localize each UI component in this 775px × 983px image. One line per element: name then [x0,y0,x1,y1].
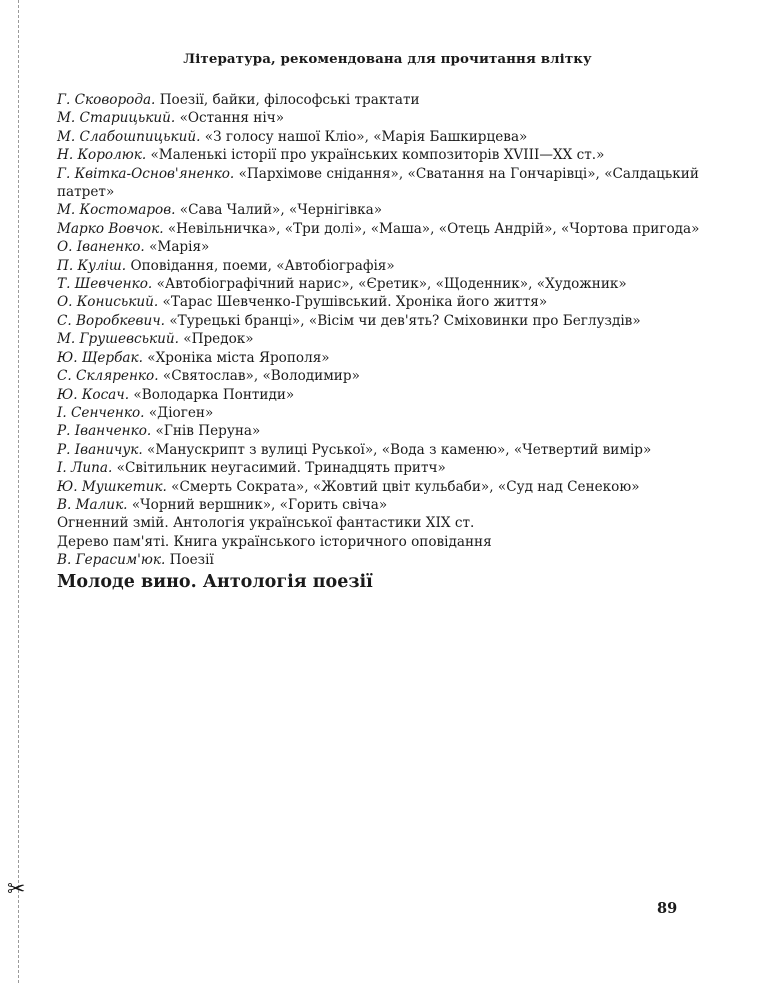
entry-works: Поезії [169,552,214,569]
entry-works: «Святослав», «Володимир» [162,368,360,385]
entry-author: М. Слабошпицький. [57,128,201,145]
list-item [57,275,717,293]
list-item [57,551,717,569]
entry-works: «Автобіографічний нарис», «Єретик», «Щоденник», «Художник» [156,276,627,293]
list-item [57,312,717,330]
list-item [57,404,717,422]
entry-works: «Невільничка», «Три долі», «Маша», «Отець Андрій», «Чортова пригода» [167,220,700,237]
entry-author: Р. Іваничук. [57,441,143,458]
entry-works: «Смерть Сократа», «Жовтий цвіт кульбаби», «Суд над Сенекою» [171,478,640,495]
list-item [57,330,717,348]
list-item [57,165,717,202]
page-number: 89 [657,900,678,917]
list-item [57,128,717,146]
entry-author: Г. Квітка-Основ'яненко. [57,165,235,182]
entry-author: І. Липа. [57,460,113,477]
page-title: Література, рекомендована для прочитання влітку [183,51,592,67]
entry-works: «Володарка Понтиди» [133,386,295,403]
entry-author: О. Кониський. [57,294,159,311]
list-item [57,459,717,477]
entry-author: І. Сенченко. [57,404,145,421]
reading-list [57,91,717,593]
entry-author: Ю. Косач. [57,386,130,403]
list-item [57,220,717,238]
entry-works: «Гнів Перуна» [155,423,261,440]
entry-works: «Світильник неугасимий. Тринадцять притч» [116,460,446,477]
list-item [57,201,717,219]
entry-author: Ю. Мушкетик. [57,478,167,495]
entry-author: Р. Іванченко. [57,423,152,440]
entry-author: С. Воробкевич. [57,312,166,329]
list-item [57,386,717,404]
entry-author: М. Грушевський. [57,331,179,348]
entry-works: Дерево пам'яті. Книга українського історичного оповідання [57,533,492,550]
entry-works: «Марія» [149,239,210,256]
entry-author: Н. Королюк. [57,147,147,164]
list-item [57,422,717,440]
entry-works: «Пархімове снідання», «Сватання на Гончарівці», «Салдацький патрет» [57,165,699,201]
list-item [57,441,717,459]
list-item [57,257,717,275]
entry-author: Т. Шевченко. [57,276,153,293]
entry-author: С. Скляренко. [57,368,159,385]
entry-works: «Турецькі бранці», «Вісім чи дев'ять? Сміховинки про Беглуздів» [169,312,641,329]
entry-author: П. Куліш. [57,257,127,274]
entry-author: В. Малик. [57,496,128,513]
entry-author: Марко Вовчок. [57,220,164,237]
entry-works: «Діоген» [148,404,214,421]
cut-line [18,0,19,983]
entry-works: «Маленькі історії про українських композиторів XVIII—XX ст.» [150,147,605,164]
entry-author: М. Костомаров. [57,202,176,219]
list-item [57,478,717,496]
entry-works: Поезії, байки, філософські трактати [159,92,420,108]
entry-author: Ю. Щербак. [57,349,143,366]
list-item [57,293,717,311]
list-item [57,146,717,164]
list-item [57,238,717,256]
list-item [57,109,717,127]
entry-works: «Остання ніч» [179,110,285,127]
entry-author: О. Іваненко. [57,239,145,256]
entry-works: «Тарас Шевченко-Грушівський. Хроніка його життя» [162,294,548,311]
list-item [57,91,717,109]
entry-works: «Предок» [183,331,254,348]
entry-works: «Манускрипт з вулиці Руської», «Вода з каменю», «Четвертий вимір» [147,441,652,458]
entry-works: «З голосу нашої Кліо», «Марія Башкирцева» [204,128,528,145]
entry-author: В. Герасим'юк. [57,552,166,569]
entry-author: Г. Сковорода. [57,92,156,108]
scissors-icon: ✂ [7,877,26,902]
entry-works: «Сава Чалий», «Чернігівка» [179,202,383,219]
entry-works: Огненний змій. Антологія української фантастики XIX ст. [57,515,475,532]
entry-author: М. Старицький. [57,110,176,127]
list-item [57,533,717,551]
list-item [57,349,717,367]
list-item [57,514,717,532]
list-item [57,571,717,593]
entry-works: «Чорний вершник», «Горить свіча» [131,496,388,513]
entry-works: Молоде вино. Антологія поезії [57,571,373,592]
entry-works: Оповідання, поеми, «Автобіографія» [130,257,395,274]
entry-works: «Хроніка міста Ярополя» [147,349,330,366]
list-item [57,367,717,385]
list-item [57,496,717,514]
